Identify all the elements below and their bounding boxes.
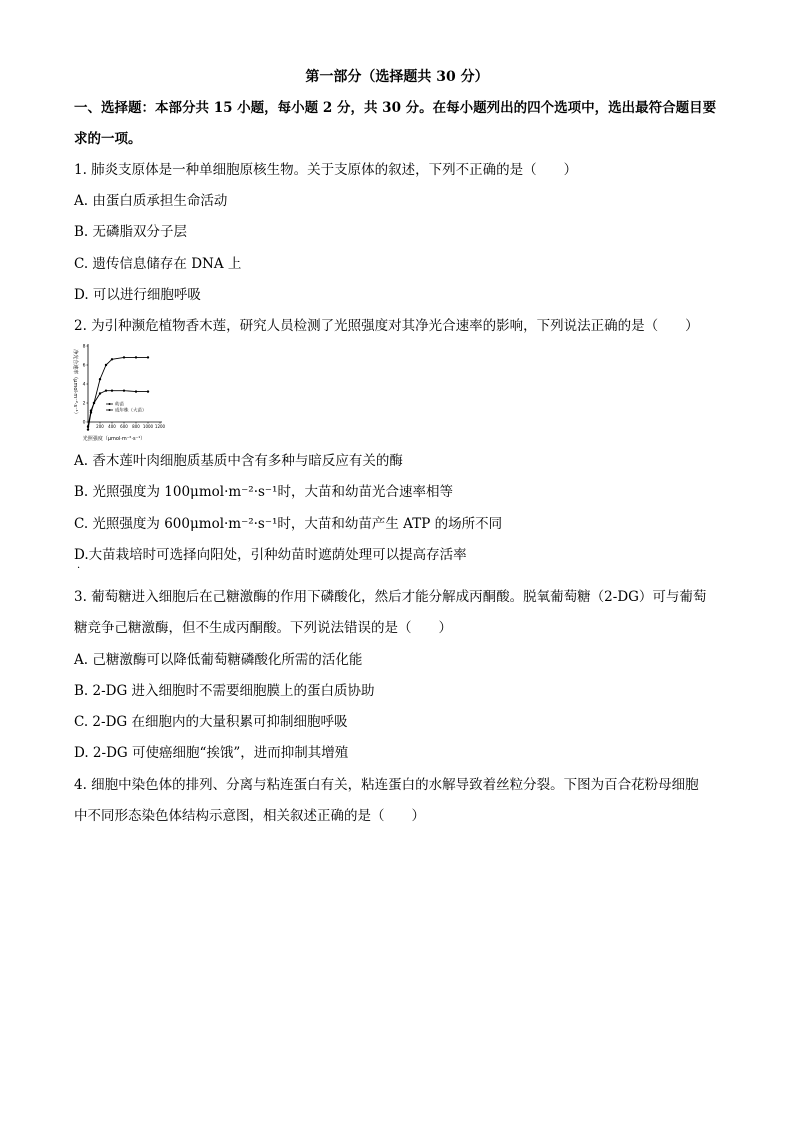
series-2-point <box>111 358 113 360</box>
x-axis-label: 光照强度（μmol·m⁻²·s⁻¹） <box>82 436 146 442</box>
question-3-option-b: B. 2-DG 进入细胞时不需要细胞膜上的蛋白质协助 <box>74 683 375 699</box>
question-3-stem-line-1: 3. 葡萄糖进入细胞后在己糖激酶的作用下磷酸化，然后才能分解成丙酮酸。脱氧葡萄糖（2-DG）可与葡萄 <box>74 589 707 605</box>
series-1-point <box>123 389 125 391</box>
question-1-option-d: D. 可以进行细胞呼吸 <box>74 287 201 303</box>
question-1-option-a: A. 由蛋白质承担生命活动 <box>74 193 228 209</box>
series-2-point <box>135 356 137 358</box>
question-3-option-d: D. 2-DG 可使癌细胞“挨饿”，进而抑制其增殖 <box>74 745 349 761</box>
question-1-stem: 1. 肺炎支原体是一种单细胞原核生物。关于支原体的叙述，下列不正确的是（ ） <box>74 162 578 178</box>
question-2-option-d: D.大苗栽培时可选择向阳处，引种幼苗时遮荫处理可以提高存活率 <box>74 547 467 563</box>
question-2-stem: 2. 为引种濒危植物香木莲，研究人员检测了光照强度对其净光合速率的影响，下列说法正确的是（ ） <box>74 318 699 334</box>
legend-marker-2 <box>109 409 111 411</box>
series-2-point <box>99 378 101 380</box>
stray-dot-mark: · <box>77 563 81 574</box>
series-2-point <box>90 409 92 411</box>
x-tick-label: 400 <box>108 424 116 429</box>
x-tick-label: 800 <box>132 424 140 429</box>
series-2-point <box>105 364 107 366</box>
series-1-point <box>147 390 149 392</box>
series-2-point <box>123 356 125 358</box>
question-2-option-b: B. 光照强度为 100μmol·m⁻²·s⁻¹时，大苗和幼苗光合速率相等 <box>74 484 453 500</box>
question-2-option-c: C. 光照强度为 600μmol·m⁻²·s⁻¹时，大苗和幼苗产生 ATP 的场所不同 <box>74 516 503 532</box>
x-tick-label: 200 <box>96 424 104 429</box>
y-tick-label: 2 <box>82 401 86 407</box>
series-line-2 <box>88 357 148 426</box>
chart-svg <box>66 338 166 444</box>
series-2-point <box>147 356 149 358</box>
question-1-option-c: C. 遗传信息储存在 DNA 上 <box>74 256 242 272</box>
series-1-point <box>135 390 137 392</box>
series-1-point <box>99 392 101 394</box>
question-3-option-c: C. 2-DG 在细胞内的大量积累可抑制细胞呼吸 <box>74 714 348 730</box>
series-1-point <box>111 389 113 391</box>
series-2-point <box>93 402 95 404</box>
legend-marker-1 <box>109 403 111 405</box>
section-title: 第一部分（选择题共 30 分） <box>305 69 489 85</box>
series-1-point <box>105 389 107 391</box>
legend-label-1: 幼苗 <box>115 402 124 408</box>
series-2-point <box>87 426 89 428</box>
photosynthesis-chart <box>66 338 166 444</box>
y-axis-label: 净光合速率（μmol·m⁻²·s⁻¹） <box>72 349 78 417</box>
instructions-line-1: 一、选择题：本部分共 15 小题，每小题 2 分，共 30 分。在每小题列出的四个选项中，选出最符合题目要 <box>74 100 717 116</box>
y-tick-label: 8 <box>82 344 86 350</box>
x-tick-label: 1000 <box>142 424 154 429</box>
instructions-line-2: 求的一项。 <box>74 131 142 147</box>
question-2-option-a: A. 香木莲叶肉细胞质基质中含有多种与暗反应有关的酶 <box>74 453 403 469</box>
y-tick-label: 6 <box>82 363 86 369</box>
question-3-stem-line-2: 糖竞争己糖激酶，但不生成丙酮酸。下列说法错误的是（ ） <box>74 620 452 636</box>
question-4-stem-line-2: 中不同形态染色体结构示意图，相关叙述正确的是（ ） <box>74 808 425 824</box>
x-tick-label: 600 <box>120 424 128 429</box>
series-1-point <box>87 428 89 430</box>
legend-label-2: 成年株（大苗） <box>115 408 147 414</box>
y-tick-label: 4 <box>82 382 86 388</box>
question-1-option-b: B. 无磷脂双分子层 <box>74 224 188 240</box>
question-3-option-a: A. 己糖激酶可以降低葡萄糖磷酸化所需的活化能 <box>74 652 363 668</box>
question-4-stem-line-1: 4. 细胞中染色体的排列、分离与粘连蛋白有关，粘连蛋白的水解导致着丝粒分裂。下图为百合花粉母细胞 <box>74 777 699 793</box>
y-tick-label: 0 <box>82 420 86 426</box>
x-tick-label: 1200 <box>154 424 166 429</box>
